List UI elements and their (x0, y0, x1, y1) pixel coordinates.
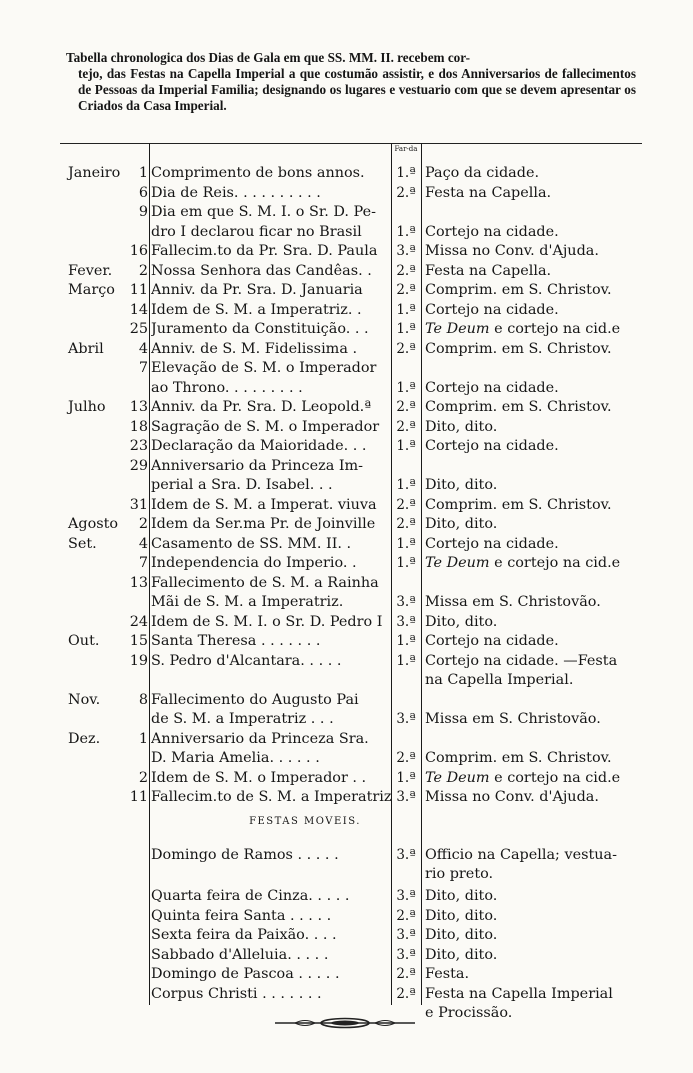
farda-value: 1.ª (396, 379, 416, 396)
place-attire-text: e Procissão. (425, 1005, 513, 1021)
festa-name: Domingo de Pascoa . . . . . (151, 966, 340, 982)
farda-value: 2.ª (396, 418, 416, 435)
event-text: Sagração de S. M. o Imperador (151, 418, 380, 435)
event-text: Fallecim.to da Pr. Sra. D. Paula (151, 243, 378, 259)
event-text: Idem de S. M. a Imperat. viuva (151, 496, 377, 513)
event-text: Mãi de S. M. a Imperatriz. (151, 594, 344, 610)
event-text: Nossa Senhora das Candêas. . (151, 262, 372, 279)
festa-row (60, 965, 642, 985)
gala-days-table (60, 143, 642, 1020)
day-number: 23 (129, 438, 148, 454)
place-attire-text: Dito, dito. (425, 946, 498, 963)
table-row (60, 359, 642, 379)
day-number: 15 (129, 633, 148, 649)
table-top-rule (60, 143, 642, 144)
place-attire-text: Cortejo na cidade. (425, 301, 559, 318)
farda-value: 1.ª (396, 477, 416, 493)
event-text: Anniv. da Pr. Sra. D. Januaria (151, 282, 363, 298)
table-row (60, 535, 642, 555)
day-number: 11 (129, 789, 148, 805)
table-row (60, 242, 642, 262)
table-row (60, 671, 642, 691)
day-number: 29 (129, 457, 148, 474)
table-row (60, 652, 642, 672)
title-line-1: Tabella chronologica dos Dias de Gala em que SS. MM. II. recebem cor- (66, 50, 471, 65)
event-text: de S. M. a Imperatriz . . . (151, 711, 334, 727)
event-text: Casamento de SS. MM. II. . (151, 535, 352, 552)
farda-value: 1.ª (396, 223, 416, 240)
day-number: 16 (129, 243, 148, 259)
day-number: 14 (129, 301, 148, 318)
table-row (60, 788, 642, 808)
place-attire-text: Te Deum e cortejo na cid.e (425, 321, 621, 337)
place-attire-text: Paço da cidade. (425, 165, 540, 181)
event-text: Fallecimento de S. M. a Rainha (151, 574, 379, 591)
month-label: Nov. (68, 691, 101, 708)
table-row (60, 749, 642, 769)
table-row (60, 437, 642, 457)
farda-value: 2.ª (396, 985, 416, 1002)
farda-value: 1.ª (396, 769, 416, 786)
month-label: Out. (68, 633, 100, 649)
farda-value: 2.ª (396, 340, 416, 357)
event-text: dro I declarou ficar no Brasil (151, 223, 362, 240)
place-attire-text: Dito, dito. (425, 927, 498, 943)
table-row (60, 554, 642, 574)
place-attire-text: Festa na Capella. (425, 184, 552, 201)
farda-value: 1.ª (396, 535, 416, 552)
place-attire-text: Missa em S. Christovão. (425, 594, 601, 610)
festa-name: Quarta feira de Cinza. . . . . (151, 888, 350, 904)
event-text: Elevação de S. M. o Imperador (151, 360, 377, 376)
place-attire-text: Missa no Conv. d'Ajuda. (425, 243, 599, 259)
day-number: 11 (129, 282, 148, 298)
place-attire-text: Dito, dito. (425, 477, 498, 493)
table-row (60, 340, 642, 360)
event-text: Idem de S. M. o Imperador . . (151, 769, 367, 786)
place-attire-text: Te Deum e cortejo na cid.e (425, 769, 621, 786)
table-row (60, 281, 642, 301)
event-text: Dia em que S. M. I. o Sr. D. Pe- (151, 204, 376, 220)
place-attire-text: Missa no Conv. d'Ajuda. (425, 789, 599, 805)
day-number: 2 (138, 262, 148, 279)
event-text: Anniv. de S. M. Fidelissima . (151, 340, 358, 357)
event-text: Dia de Reis. . . . . . . . . . (151, 184, 321, 201)
festa-name: Domingo de Ramos . . . . . (151, 846, 339, 863)
festa-row (60, 887, 642, 907)
month-label: Set. (68, 535, 97, 552)
farda-value: 2.ª (396, 399, 416, 415)
place-attire-text: Dito, dito. (425, 907, 498, 924)
farda-value: 2.ª (396, 966, 416, 982)
place-attire-text: Festa na Capella. (425, 262, 552, 279)
table-row (60, 203, 642, 223)
festa-row (60, 946, 642, 966)
table-row (60, 515, 642, 535)
day-number: 18 (129, 418, 148, 435)
place-attire-text: Comprim. em S. Christov. (425, 399, 612, 415)
table-row (60, 496, 642, 516)
table-row (60, 632, 642, 652)
day-number: 4 (138, 340, 148, 357)
farda-value: 3.ª (396, 789, 416, 805)
day-number: 1 (138, 165, 148, 181)
festa-name: Quinta feira Santa . . . . . (151, 907, 332, 924)
farda-value: 2.ª (396, 516, 416, 532)
day-number: 19 (129, 652, 148, 669)
farda-value: 2.ª (396, 750, 416, 766)
event-text: Idem de S. M. a Imperatriz. . (151, 301, 362, 318)
place-attire-text: na Capella Imperial. (425, 672, 574, 688)
day-number: 6 (138, 184, 148, 201)
farda-column-header: Far-da (394, 145, 418, 153)
table-row (60, 593, 642, 613)
table-row (60, 184, 642, 204)
place-attire-text: Missa em S. Christovão. (425, 711, 601, 727)
farda-value: 2.ª (396, 184, 416, 201)
event-text: Anniversario da Princeza Im- (151, 457, 364, 474)
festa-row (60, 907, 642, 927)
farda-value: 1.ª (396, 321, 416, 337)
ornament-divider (275, 1017, 415, 1029)
table-row (60, 379, 642, 399)
event-text: S. Pedro d'Alcantara. . . . . (151, 652, 342, 669)
place-attire-text: Festa na Capella Imperial (425, 985, 613, 1002)
table-row (60, 223, 642, 243)
table-title (66, 50, 636, 114)
table-row (60, 320, 642, 340)
place-attire-text: Comprim. em S. Christov. (425, 496, 612, 513)
farda-value: 3.ª (396, 888, 416, 904)
place-attire-text: Cortejo na cidade. (425, 223, 559, 240)
day-number: 8 (138, 691, 148, 708)
farda-value: 3.ª (396, 613, 416, 630)
day-number: 2 (138, 516, 148, 532)
table-row (60, 164, 642, 184)
farda-value: 3.ª (396, 927, 416, 943)
festa-row (60, 846, 642, 866)
farda-value: 2.ª (396, 496, 416, 513)
day-number: 31 (129, 496, 148, 513)
farda-value: 3.ª (396, 711, 416, 727)
place-attire-text: Cortejo na cidade. (425, 438, 559, 454)
table-row (60, 730, 642, 750)
festa-row (60, 926, 642, 946)
table-row (60, 710, 642, 730)
farda-value: 1.ª (396, 438, 416, 454)
festas-moveis-heading: FESTAS MOVEIS. (249, 815, 361, 827)
festa-name: Sabbado d'Alleluia. . . . . (151, 946, 329, 963)
event-text: Fallecim.to de S. M. a Imperatriz (151, 789, 392, 805)
day-number: 7 (138, 360, 148, 376)
event-text: Anniv. da Pr. Sra. D. Leopold.ª (151, 399, 372, 415)
month-label: Janeiro (68, 165, 121, 181)
farda-value: 1.ª (396, 652, 416, 669)
place-attire-text: Cortejo na cidade. (425, 379, 559, 396)
event-text: Idem de S. M. I. o Sr. D. Pedro I (151, 613, 383, 630)
place-attire-text: Festa. (425, 966, 470, 982)
place-attire-text: Comprim. em S. Christov. (425, 750, 612, 766)
month-label: Abril (68, 340, 104, 357)
place-attire-text: Dito, dito. (425, 418, 498, 435)
table-row (60, 476, 642, 496)
event-text: ao Throno. . . . . . . . . (151, 379, 303, 396)
table-row (60, 613, 642, 633)
place-attire-text: Comprim. em S. Christov. (425, 282, 612, 298)
table-row (60, 262, 642, 282)
event-text: Independencia do Imperio. . (151, 555, 357, 571)
place-attire-text: Dito, dito. (425, 888, 498, 904)
farda-value: 1.ª (396, 633, 416, 649)
farda-value: 3.ª (396, 946, 416, 963)
table-row (60, 691, 642, 711)
event-text: Comprimento de bons annos. (151, 165, 365, 181)
month-label: Julho (68, 399, 106, 415)
festa-row (60, 985, 642, 1005)
event-text: Fallecimento do Augusto Pai (151, 691, 359, 708)
farda-value: 1.ª (396, 165, 416, 181)
farda-value: 3.ª (396, 243, 416, 259)
place-attire-text: Te Deum e cortejo na cid.e (425, 555, 621, 571)
month-label: Março (68, 282, 115, 298)
day-number: 7 (138, 555, 148, 571)
place-attire-text: Dito, dito. (425, 516, 498, 532)
day-number: 13 (129, 574, 148, 591)
table-row (60, 398, 642, 418)
table-row (60, 418, 642, 438)
day-number: 1 (138, 730, 148, 747)
event-text: Anniversario da Princeza Sra. (151, 730, 369, 747)
month-label: Dez. (68, 730, 101, 747)
day-number: 2 (138, 769, 148, 786)
festa-name: Corpus Christi . . . . . . . (151, 985, 322, 1002)
day-number: 25 (129, 321, 148, 337)
farda-value: 3.ª (396, 846, 416, 863)
place-attire-text: Cortejo na cidade. (425, 535, 559, 552)
place-attire-text: rio preto. (425, 866, 494, 882)
event-text: Declaração da Maioridade. . . (151, 438, 367, 454)
festa-name: Sexta feira da Paixão. . . . (151, 927, 337, 943)
table-row (60, 769, 642, 789)
farda-value: 2.ª (396, 262, 416, 279)
table-row (60, 574, 642, 594)
event-text: D. Maria Amelia. . . . . . (151, 750, 320, 766)
place-attire-text: Comprim. em S. Christov. (425, 340, 612, 357)
festa-row (60, 865, 642, 885)
farda-value: 3.ª (396, 594, 416, 610)
month-label: Agosto (68, 516, 119, 532)
event-text: Idem da Ser.ma Pr. de Joinville (151, 516, 376, 532)
day-number: 9 (138, 204, 148, 220)
event-text: Juramento da Constituição. . . (151, 321, 369, 337)
farda-value: 1.ª (396, 301, 416, 318)
month-label: Fever. (68, 262, 113, 279)
place-attire-text: Cortejo na cidade. (425, 633, 559, 649)
event-text: Santa Theresa . . . . . . . (151, 633, 321, 649)
event-text: perial a Sra. D. Isabel. . . (151, 477, 333, 493)
table-row (60, 301, 642, 321)
farda-value: 2.ª (396, 282, 416, 298)
title-continuation: tejo, das Festas na Capella Imperial a que costumão assistir, e dos Anniversarios de fallecimentos de Pessoas da Imperial Familia; designando os lugares e vestuario com que se devem apresentar os Criados da Casa Imperial. (78, 66, 636, 113)
table-row (60, 457, 642, 477)
place-attire-text: Dito, dito. (425, 613, 498, 630)
farda-value: 1.ª (396, 555, 416, 571)
day-number: 24 (129, 613, 148, 630)
day-number: 13 (129, 399, 148, 415)
farda-value: 2.ª (396, 907, 416, 924)
place-attire-text: Officio na Capella; vestua- (425, 846, 617, 863)
day-number: 4 (138, 535, 148, 552)
place-attire-text: Cortejo na cidade. —Festa (425, 652, 618, 669)
